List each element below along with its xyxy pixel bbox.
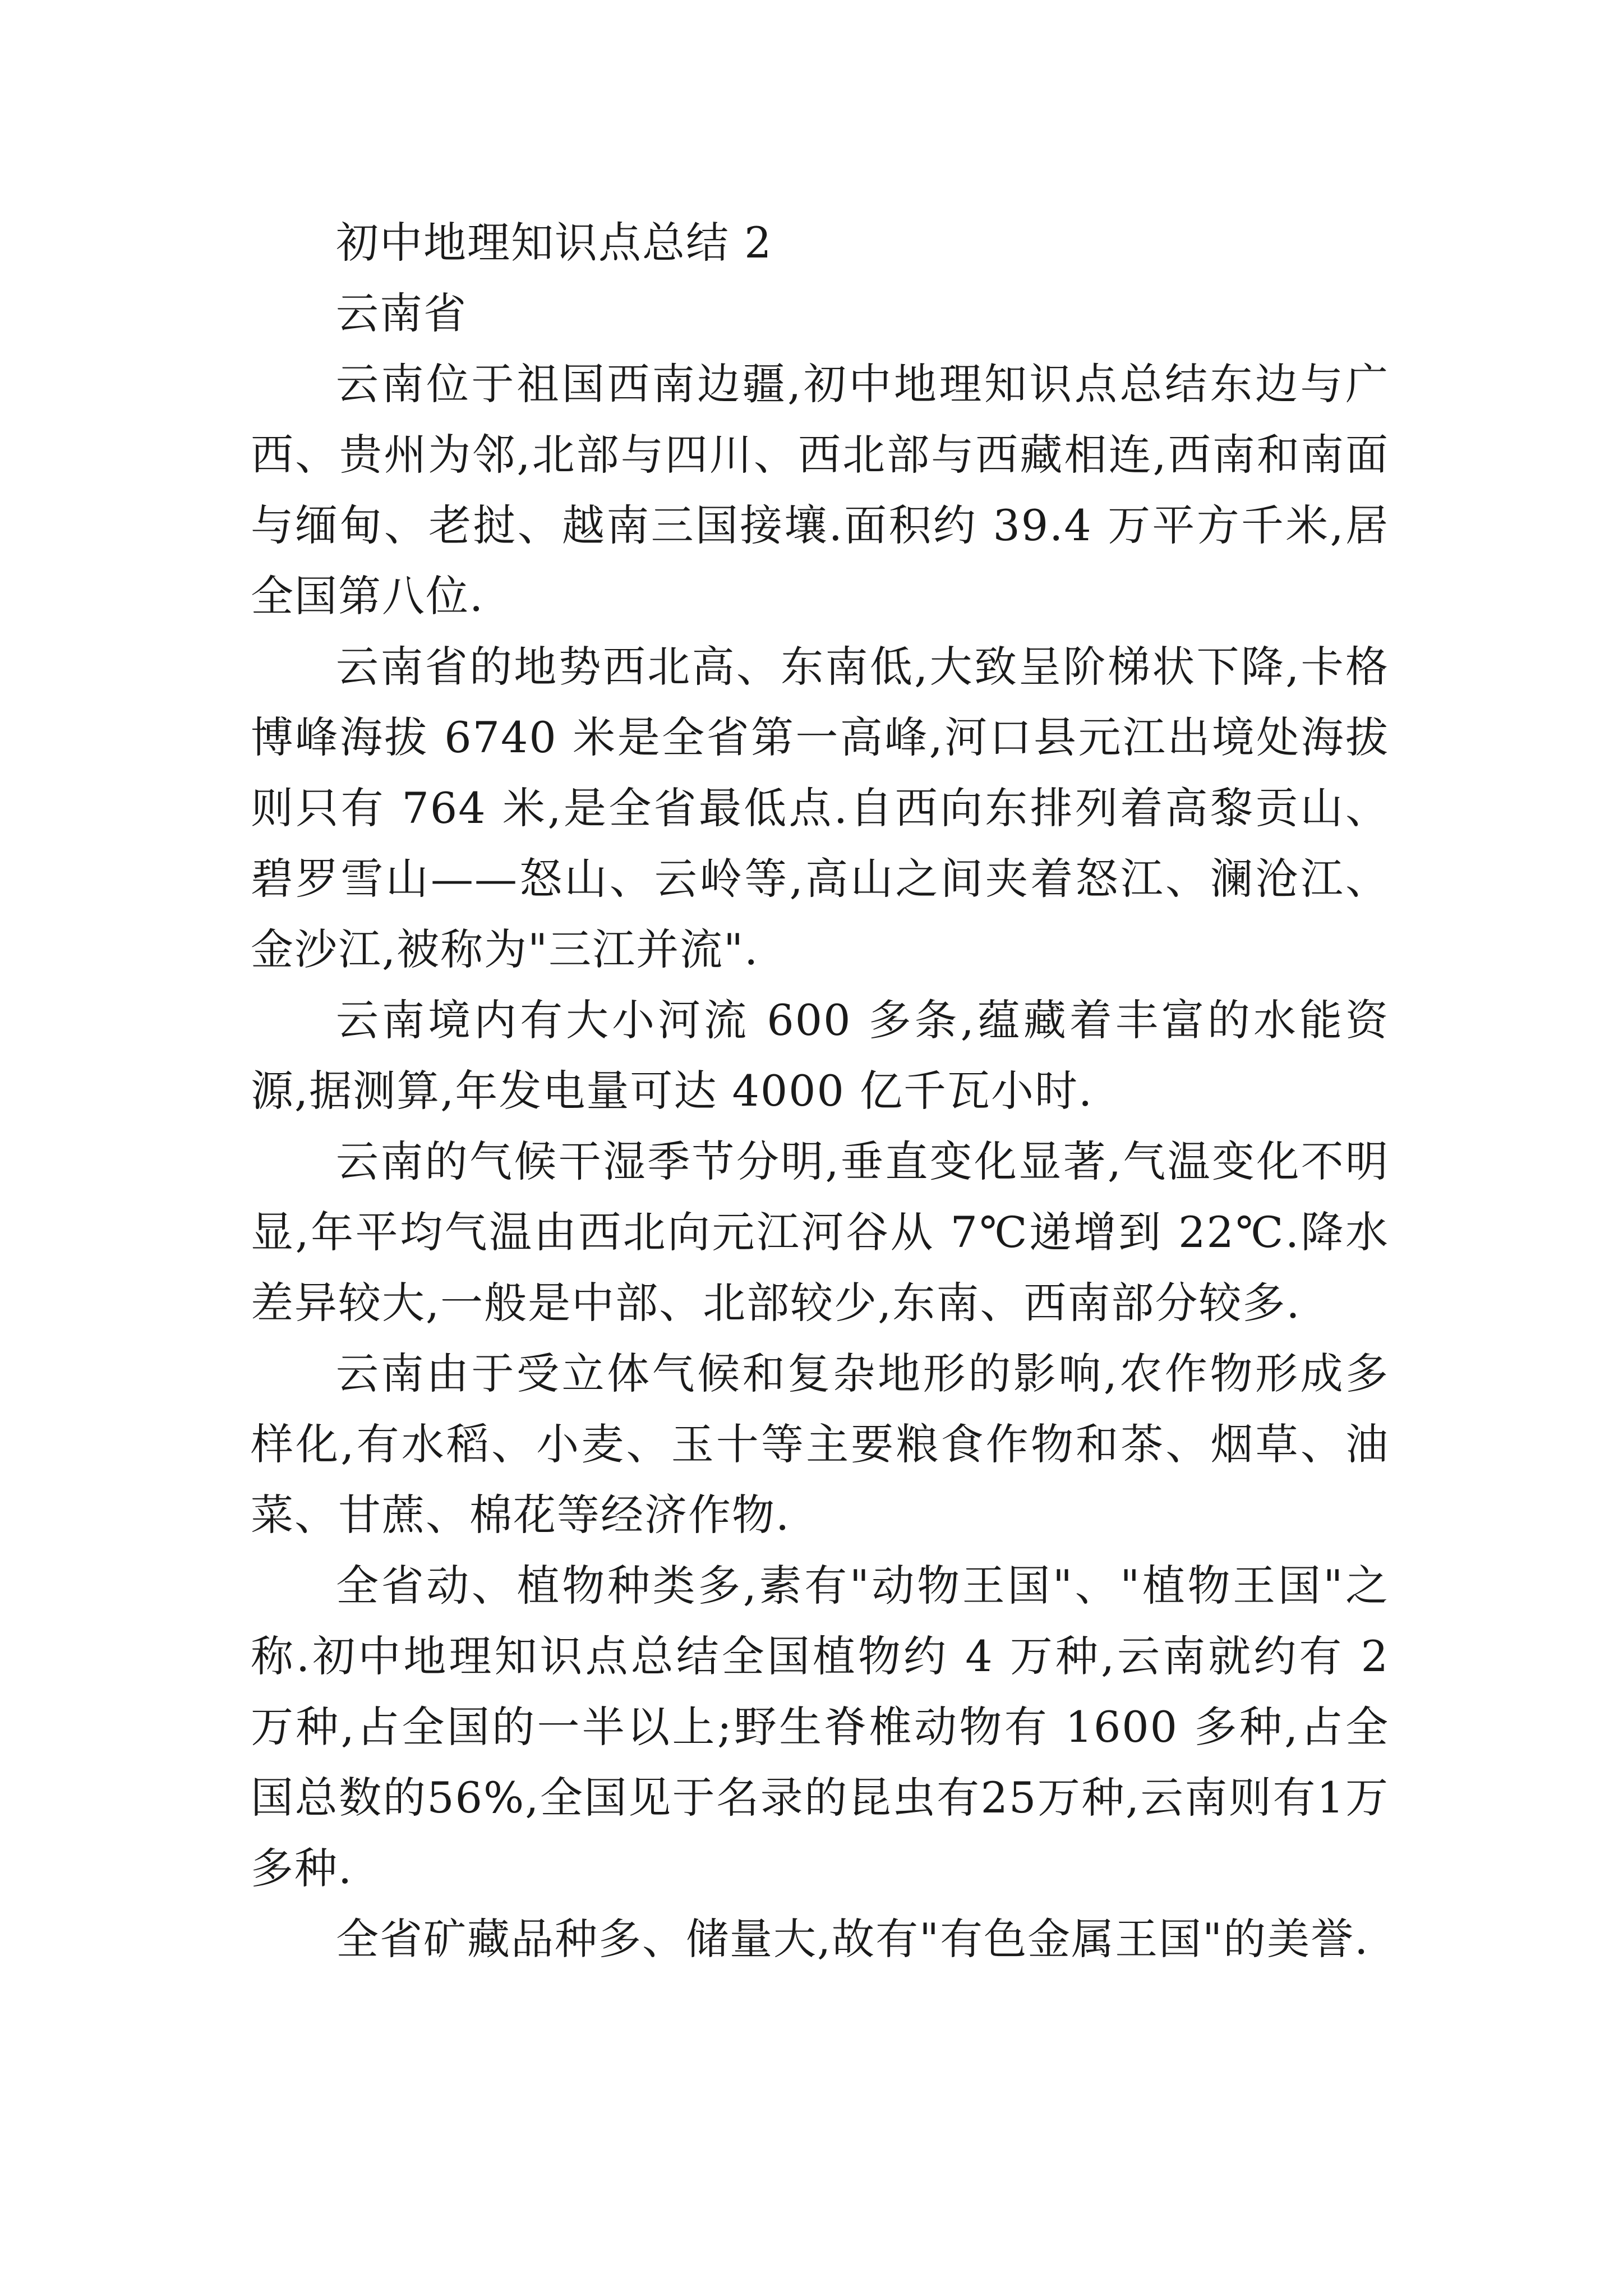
paragraph-climate: 云南的气候干湿季节分明,垂直变化显著,气温变化不明显,年平均气温由西北向元江河谷从 7℃递增到 22℃.降水差异较大,一般是中部、北部较少,东南、西南部分较多.	[251, 1137, 1389, 1328]
paragraph-location: 云南位于祖国西南边疆,初中地理知识点总结东边与广西、贵州为邻,北部与四川、西北部与西藏相连,西南和南面与缅甸、老挝、越南三国接壤.面积约 39.4 万平方千米,居全国第八位.	[251, 359, 1389, 621]
paragraph-terrain: 云南省的地势西北高、东南低,大致呈阶梯状下降,卡格博峰海拔 6740 米是全省第一高峰,河口县元江出境处海拔则只有 764 米,是全省最低点.自西向东排列着高黎贡山、碧罗雪山——怒山、云岭等,高山之间夹着怒江、澜沧江、金沙江,被称为"三江并流".	[251, 642, 1389, 974]
section-heading: 云南省	[336, 288, 467, 338]
document-body	[251, 208, 1389, 1975]
document-title: 初中地理知识点总结 2	[336, 218, 773, 268]
paragraph-rivers: 云南境内有大小河流 600 多条,蕴藏着丰富的水能资源,据测算,年发电量可达 4000 亿千瓦小时.	[251, 995, 1389, 1116]
paragraph-wildlife: 全省动、植物种类多,素有"动物王国"、"植物王国"之称.初中地理知识点总结全国植物约 4 万种,云南就约有 2 万种,占全国的一半以上;野生脊椎动物有 1600 多种,占全国总数的56%,全国见于名录的昆虫有25万种,云南则有1万多种.	[251, 1561, 1389, 1893]
paragraph-minerals: 全省矿藏品种多、储量大,故有"有色金属王国"的美誉.	[336, 1914, 1370, 1964]
paragraph-agriculture: 云南由于受立体气候和复杂地形的影响,农作物形成多样化,有水稻、小麦、玉十等主要粮食作物和茶、烟草、油菜、甘蔗、棉花等经济作物.	[251, 1349, 1389, 1540]
